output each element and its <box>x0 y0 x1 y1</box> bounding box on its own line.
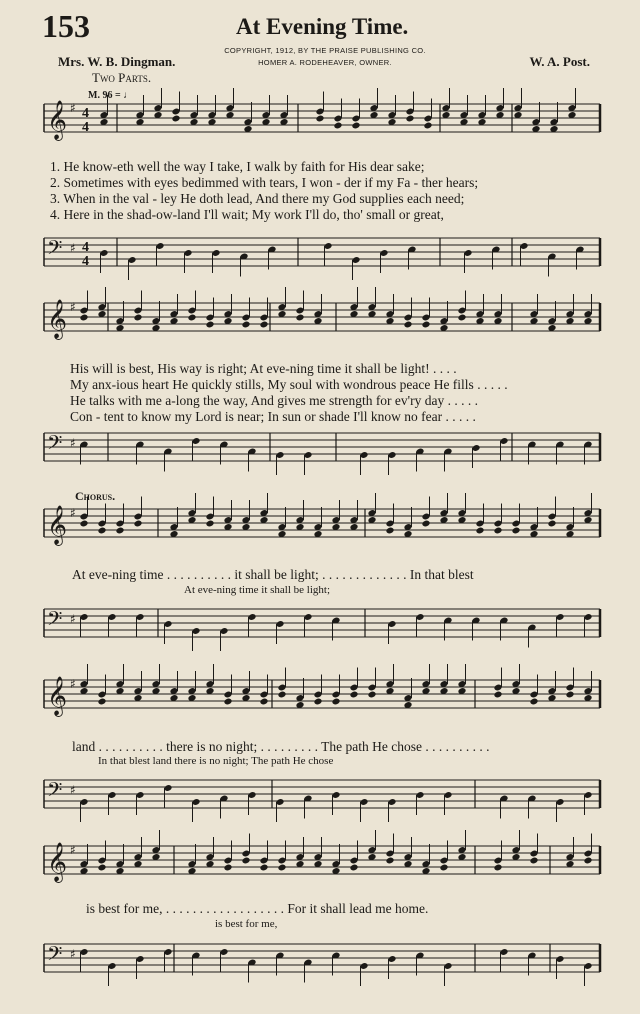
parts-label: Two Parts. <box>92 70 152 85</box>
note-head <box>277 691 286 699</box>
verse-2-line-2: My anx-ious heart He quickly stills, My soul with wondrous peace He fills . . . . . <box>70 377 508 392</box>
note-head <box>349 691 358 699</box>
verse-4-line-2: Con - tent to know my Lord is near; In sun or shade I'll know no fear . . . . . <box>70 409 476 424</box>
note-head <box>385 857 394 865</box>
treble-clef: 𝄞 <box>47 676 68 716</box>
verse-1-line-2: His will is best, His way is right; At eve-ning time it shall be light! . . . . <box>70 361 457 376</box>
note-head <box>97 698 106 706</box>
note-head <box>475 527 484 535</box>
note-head <box>79 314 88 322</box>
note-head <box>259 321 268 329</box>
bass-clef: 𝄢 <box>47 607 63 635</box>
note-head <box>583 857 592 865</box>
composer-credit: W. A. Post. <box>529 54 590 69</box>
note-head <box>133 520 142 528</box>
note-head <box>349 864 358 872</box>
note-head <box>421 321 430 329</box>
note-head <box>493 864 502 872</box>
sharp-key-signature: ♯ <box>70 843 76 857</box>
sharp-key-signature: ♯ <box>70 506 76 520</box>
note-head <box>493 691 502 699</box>
note-head <box>511 527 520 535</box>
sharp-key-signature: ♯ <box>70 436 76 450</box>
note-head <box>403 321 412 329</box>
note-head <box>241 321 250 329</box>
lyricist-credit: Mrs. W. B. Dingman. <box>58 54 176 69</box>
bass-clef: 𝄢 <box>47 431 63 459</box>
sharp-key-signature: ♯ <box>70 101 76 115</box>
note-head <box>97 864 106 872</box>
note-head <box>205 321 214 329</box>
verse-2-line-1: 2. Sometimes with eyes bedimmed with tears, I won - der if my Fa - ther hears; <box>50 175 479 190</box>
verse-1-line-1: 1. He know-eth well the way I take, I walk by faith for His dear sake; <box>50 159 425 174</box>
note-head <box>405 115 414 123</box>
note-head <box>331 698 340 706</box>
sharp-key-signature: ♯ <box>70 783 76 797</box>
chorus-line-2-upper: land . . . . . . . . . . there is no night; . . . . . . . . . The path He chose . . . . . . . . . . <box>72 739 490 754</box>
verse-3-line-2: He talks with me a-long the way, And gives me strength for ev'ry day . . . . . <box>70 393 478 408</box>
note-head <box>333 122 342 130</box>
note-head <box>315 115 324 123</box>
bass-clef: 𝄢 <box>47 778 63 806</box>
note-head <box>421 520 430 528</box>
note-head <box>313 698 322 706</box>
bass-clef: 𝄢 <box>47 942 63 970</box>
note-head <box>259 698 268 706</box>
hymn-number: 153 <box>42 8 90 44</box>
note-head <box>529 698 538 706</box>
note-head <box>493 527 502 535</box>
chorus-label: Chorus. <box>75 489 116 503</box>
chorus-line-1-lower: At eve-ning time it shall be light; <box>184 584 331 596</box>
time-signature-bottom: 4 <box>82 120 89 135</box>
verse-4-line-1: 4. Here in the shad-ow-land I'll wait; My work I'll do, tho' small or great, <box>50 207 444 222</box>
treble-clef: 𝄞 <box>47 299 68 339</box>
note-head <box>115 527 124 535</box>
note-head <box>259 864 268 872</box>
bass-clef: 𝄢 <box>47 236 63 264</box>
note-head <box>385 527 394 535</box>
note-head <box>295 314 304 322</box>
chorus-line-2-lower: In that blest land there is no night; The path He chose <box>98 755 334 767</box>
note-head <box>205 520 214 528</box>
note-head <box>97 527 106 535</box>
chorus-line-3-upper: is best for me, . . . . . . . . . . . . . . . . . . For it shall lead me home. <box>86 901 429 916</box>
treble-clef: 𝄞 <box>47 100 68 140</box>
note-head <box>547 520 556 528</box>
note-head <box>277 864 286 872</box>
sharp-key-signature: ♯ <box>70 612 76 626</box>
note-head <box>351 122 360 130</box>
sharp-key-signature: ♯ <box>70 947 76 961</box>
chorus-line-3-lower: is best for me, <box>215 918 278 930</box>
note-head <box>439 864 448 872</box>
note-head <box>423 122 432 130</box>
copyright-line: COPYRIGHT, 1912, BY THE PRAISE PUBLISHING CO. <box>224 46 426 55</box>
time-signature-bottom: 4 <box>82 254 89 269</box>
note-head <box>187 314 196 322</box>
verse-3-line-1: 3. When in the val - ley He doth lead, And there my God supplies each need; <box>50 191 465 206</box>
note-head <box>79 520 88 528</box>
note-head <box>457 314 466 322</box>
sharp-key-signature: ♯ <box>70 300 76 314</box>
chorus-line-1-upper: At eve-ning time . . . . . . . . . . it shall be light; . . . . . . . . . . . . . In that blest <box>72 567 474 582</box>
note-head <box>565 691 574 699</box>
note-head <box>223 864 232 872</box>
treble-clef: 𝄞 <box>47 505 68 545</box>
sharp-key-signature: ♯ <box>70 241 76 255</box>
copyright-owner-line: HOMER A. RODEHEAVER, OWNER. <box>258 58 392 67</box>
tempo-marking: M. 96 = ♩ <box>88 90 134 101</box>
note-head <box>133 314 142 322</box>
note-head <box>241 857 250 865</box>
hymn-title: At Evening Time. <box>236 14 409 39</box>
time-signature-top: 4 <box>82 240 89 255</box>
time-signature-top: 4 <box>82 106 89 121</box>
note-head <box>529 857 538 865</box>
sharp-key-signature: ♯ <box>70 677 76 691</box>
note-head <box>171 115 180 123</box>
note-head <box>223 698 232 706</box>
note-head <box>367 691 376 699</box>
treble-clef: 𝄞 <box>47 842 68 882</box>
